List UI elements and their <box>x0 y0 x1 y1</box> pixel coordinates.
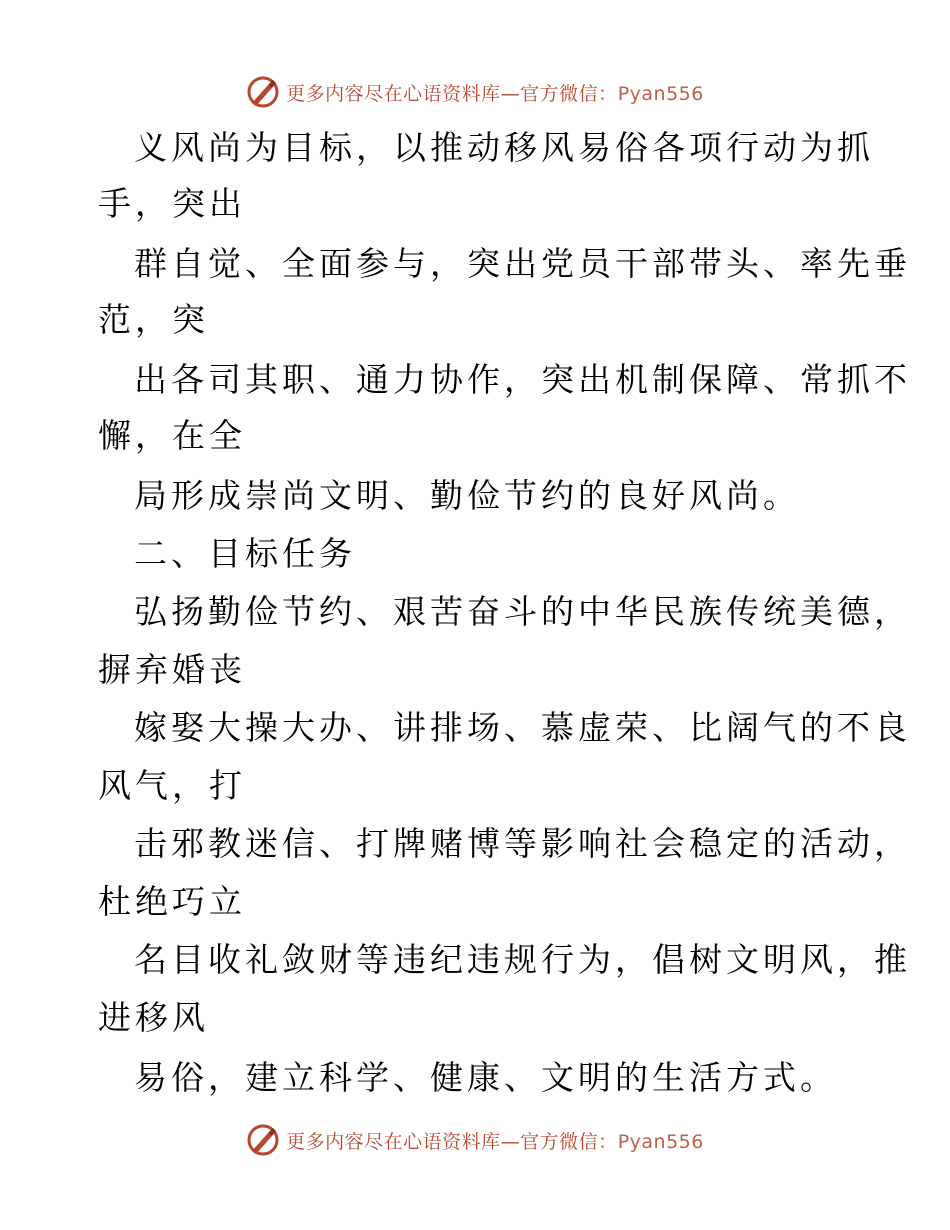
footer-separator: — <box>500 1130 521 1153</box>
footer-site-text: 更多内容尽在心语资料库 <box>286 1130 501 1153</box>
body-line: 手，突出 <box>98 184 246 223</box>
section-heading: 二、目标任务 <box>134 534 356 573</box>
header-wechat-id: Pyan556 <box>617 82 704 105</box>
body-line: 懈，在全 <box>98 416 246 455</box>
footer-wechat-id: Pyan556 <box>617 1130 704 1153</box>
header-banner <box>0 72 950 112</box>
body-line: 嫁娶大操大办、讲排场、慕虚荣、比阔气的不良 <box>134 708 911 747</box>
body-line: 局形成崇尚文明、勤俭节约的良好风尚。 <box>134 476 800 515</box>
body-line: 杜绝巧立 <box>98 882 246 921</box>
header-site-text: 更多内容尽在心语资料库 <box>286 82 501 105</box>
pen-circle-icon <box>246 75 280 109</box>
body-line: 进移风 <box>98 998 209 1037</box>
pen-circle-icon <box>246 1123 280 1157</box>
footer-text <box>286 1127 704 1154</box>
header-wechat-label: 官方微信： <box>520 82 618 105</box>
body-line: 易俗，建立科学、健康、文明的生活方式。 <box>134 1058 837 1097</box>
body-line: 范，突 <box>98 300 209 339</box>
body-line: 风气，打 <box>98 766 246 805</box>
footer-wechat-label: 官方微信： <box>520 1130 618 1153</box>
header-separator: — <box>500 82 521 105</box>
header-text <box>286 79 704 106</box>
body-line: 群自觉、全面参与，突出党员干部带头、率先垂 <box>134 244 911 283</box>
body-line: 出各司其职、通力协作，突出机制保障、常抓不 <box>134 360 911 399</box>
body-line: 弘扬勤俭节约、艰苦奋斗的中华民族传统美德， <box>134 592 911 631</box>
body-line: 名目收礼敛财等违纪违规行为，倡树文明风，推 <box>134 940 911 979</box>
body-line: 击邪教迷信、打牌赌博等影响社会稳定的活动， <box>134 824 911 863</box>
footer-banner <box>0 1120 950 1160</box>
body-line: 摒弃婚丧 <box>98 650 246 689</box>
body-line: 义风尚为目标，以推动移风易俗各项行动为抓 <box>134 128 874 167</box>
